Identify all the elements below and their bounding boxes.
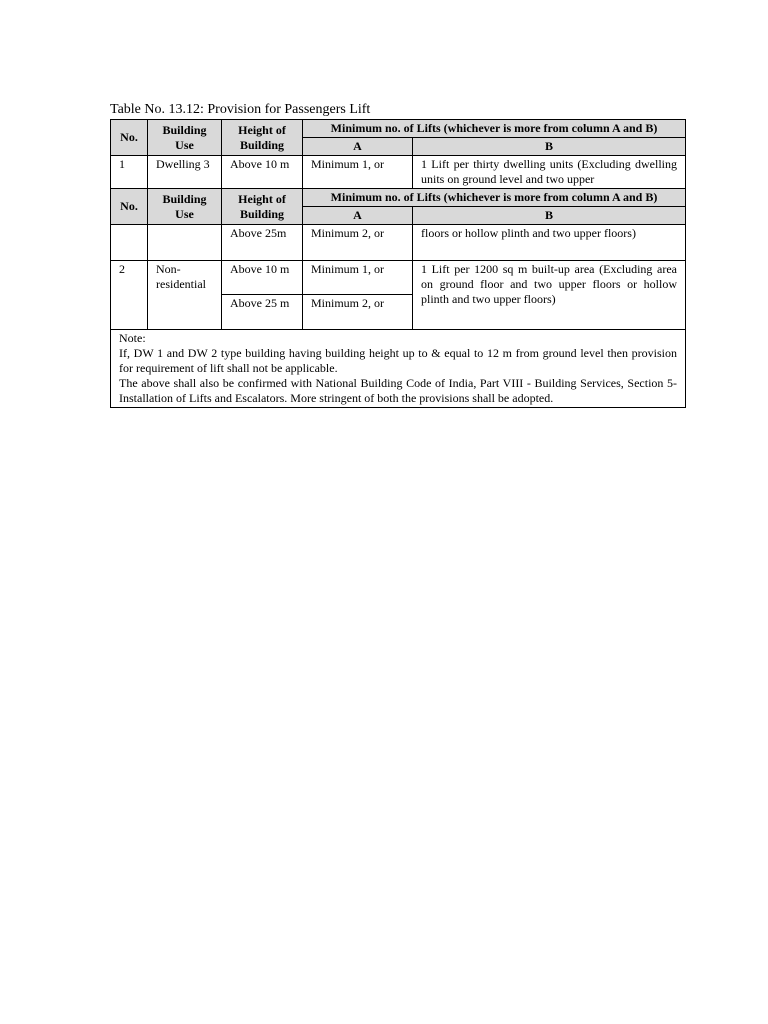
header-col-b: B [413, 138, 686, 156]
row2-no: 2 [111, 261, 148, 330]
row1-cont-col-a: Minimum 2, or [303, 225, 413, 261]
row1-cont-use [148, 225, 222, 261]
header-col-b-repeat: B [413, 207, 686, 225]
row2-col-a-2: Minimum 2, or [303, 295, 413, 330]
header-minimum-lifts-repeat: Minimum no. of Lifts (whichever is more from column A and B) [303, 189, 686, 207]
note-line-2: The above shall also be confirmed with National Building Code of India, Part VIII - Building Services, Section 5- Installation of Lifts and Escalators. More stringent of both the provisions shall be adopted. [119, 376, 678, 405]
row1-cont-no [111, 225, 148, 261]
header-height: Height of Building [222, 120, 303, 156]
note-row [111, 330, 686, 408]
row1-col-a: Minimum 1, or [303, 156, 413, 189]
header-col-a-repeat: A [303, 207, 413, 225]
table-caption: Table No. 13.12: Provision for Passengers Lift [110, 102, 371, 117]
header-building-use: Building Use [148, 120, 222, 156]
row2-col-a-1: Minimum 1, or [303, 261, 413, 295]
row2-use: Non-residential [148, 261, 222, 330]
header-col-a: A [303, 138, 413, 156]
row2-height-2: Above 25 m [222, 295, 303, 330]
note-cell [111, 330, 686, 408]
row2-height-1: Above 10 m [222, 261, 303, 295]
header-height-repeat: Height of Building [222, 189, 303, 225]
row1-use: Dwelling 3 [148, 156, 222, 189]
row1-no: 1 [111, 156, 148, 189]
table-row [111, 261, 686, 295]
lift-provision-table [110, 119, 686, 408]
row1-cont-col-b: floors or hollow plinth and two upper floors) [413, 225, 686, 261]
header-minimum-lifts: Minimum no. of Lifts (whichever is more from column A and B) [303, 120, 686, 138]
note-label: Note: [119, 331, 146, 345]
header-row-repeat [111, 189, 686, 207]
row2-col-b: 1 Lift per 1200 sq m built-up area (Excluding area on ground floor and two upper floors or hollow plinth and two upper floors) [413, 261, 686, 330]
header-no: No. [111, 120, 148, 156]
table-row [111, 225, 686, 261]
header-no-repeat: No. [111, 189, 148, 225]
header-row [111, 120, 686, 138]
table-row [111, 156, 686, 189]
header-building-use-repeat: Building Use [148, 189, 222, 225]
row1-col-b: 1 Lift per thirty dwelling units (Excluding dwelling units on ground level and two upper [413, 156, 686, 189]
row1-cont-height: Above 25m [222, 225, 303, 261]
note-line-1: If, DW 1 and DW 2 type building having building height up to & equal to 12 m from ground level then provision for requirement of lift shall not be applicable. [119, 346, 678, 375]
document [110, 102, 685, 408]
row1-height: Above 10 m [222, 156, 303, 189]
